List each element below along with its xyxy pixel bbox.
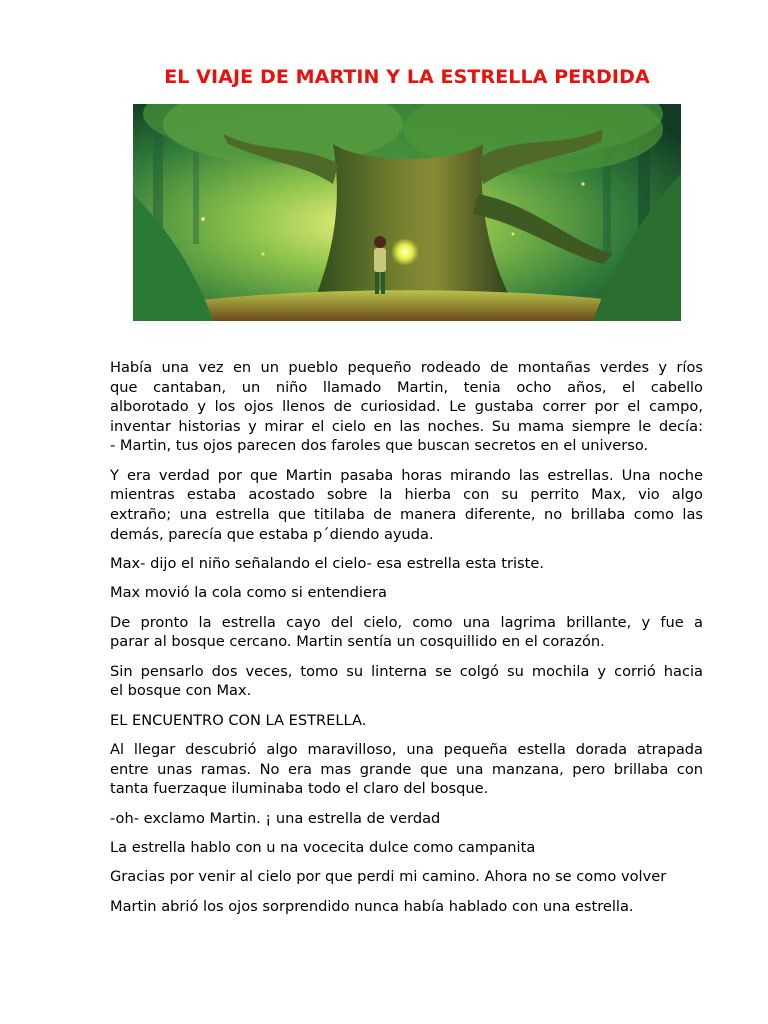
text-line: Había una vez en un pueblo pequeño rodeado de montañas verdes y ríos [110, 359, 703, 376]
paragraph [110, 358, 703, 456]
text-line: Max movió la cola como si entendiera [110, 584, 387, 602]
paragraph [110, 740, 703, 799]
text-line: Al llegar descubrió algo maravilloso, una pequeña estella dorada atrapada [110, 741, 703, 759]
text-line: De pronto la estrella cayo del cielo, como una lagrima brillante, y fue a [110, 613, 703, 631]
paragraph [110, 809, 703, 829]
paragraph [110, 897, 703, 917]
text-line: extraño; una estrella que titilaba de manera diferente, no brillaba como las [110, 505, 703, 523]
text-line: mientras estaba acostado sobre la hierba con su perrito Max, vio algo [110, 486, 703, 504]
text-line: Gracias por venir al cielo por que perdi mi camino. Ahora no se como volver [110, 868, 667, 886]
text-line: EL ENCUENTRO CON LA ESTRELLA. [110, 711, 367, 729]
paragraph [110, 662, 703, 701]
text-line: entre unas ramas. No era mas grande que una manzana, pero brillaba con [110, 760, 703, 778]
text-line: Max- dijo el niño señalando el cielo- esa estrella esta triste. [110, 554, 544, 572]
text-line: inventar historias y mirar el cielo en las noches. Su mama siempre le decía: [110, 417, 703, 435]
paragraph [110, 583, 703, 603]
text-line: -oh- exclamo Martin. ¡ una estrella de verdad [110, 809, 441, 827]
paragraph [110, 554, 703, 574]
text-line: tanta fuerzaque iluminaba todo el claro del bosque. [110, 780, 489, 798]
paragraph [110, 613, 703, 652]
forest-tree-boy-illustration [133, 104, 681, 321]
text-line: el bosque con Max. [110, 682, 252, 700]
story-text [110, 358, 703, 926]
text-line: Y era verdad por que Martin pasaba horas mirando las estrellas. Una noche [110, 466, 703, 484]
paragraph [110, 466, 703, 544]
text-line: - Martin, tus ojos parecen dos faroles que buscan secretos en el universo. [110, 437, 649, 455]
text-line: La estrella hablo con u na vocecita dulce como campanita [110, 839, 536, 857]
text-line: alborotado y los ojos llenos de curiosidad. Le gustaba correr por el campo, [110, 398, 703, 416]
text-line: demás, parecía que estaba p´diendo ayuda. [110, 525, 434, 543]
text-line: Sin pensarlo dos veces, tomo su linterna se colgó su mochila y corrió hacia [110, 662, 703, 680]
text-line: Martin abrió los ojos sorprendido nunca había hablado con una estrella. [110, 897, 634, 915]
paragraph [110, 867, 703, 887]
text-line: parar al bosque cercano. Martin sentía un cosquillido en el corazón. [110, 633, 605, 651]
section-heading [110, 711, 703, 731]
paragraph [110, 838, 703, 858]
text-line: que cantaban, un niño llamado Martin, tenia ocho años, el cabello [110, 378, 703, 396]
document-title: EL VIAJE DE MARTIN Y LA ESTRELLA PERDIDA [164, 66, 650, 88]
